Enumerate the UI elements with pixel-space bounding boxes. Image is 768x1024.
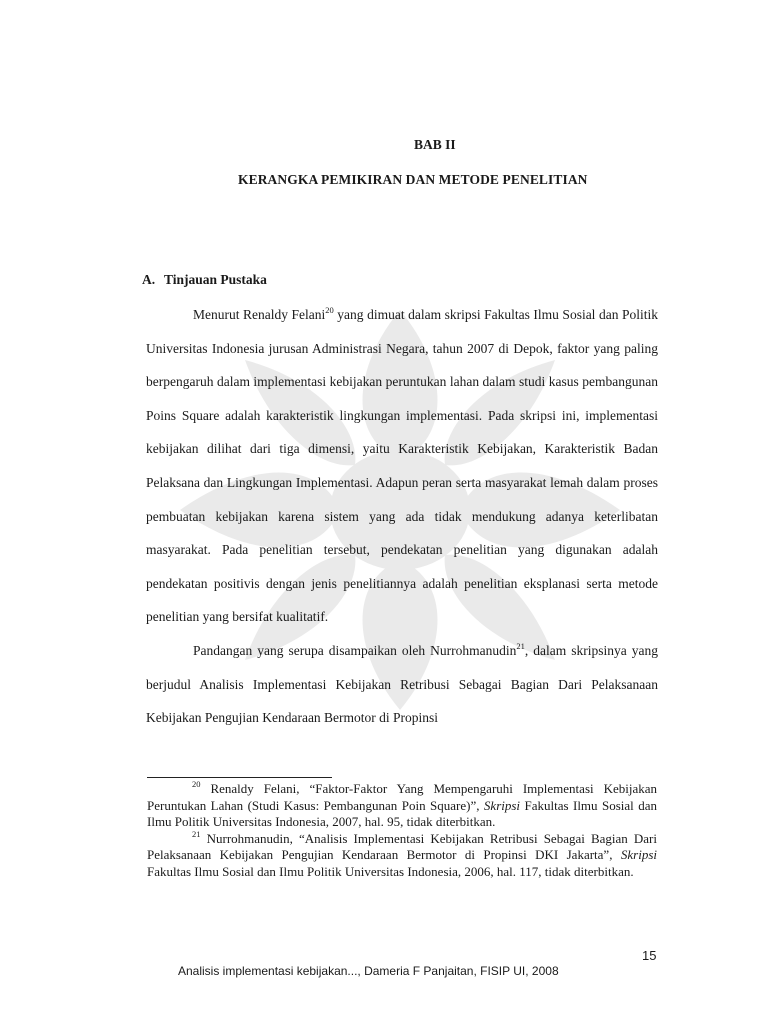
body-text	[146, 298, 658, 735]
footnote-text: Fakultas Ilmu Sosial dan Ilmu Politik Universitas Indonesia, 2006, hal. 117, tidak diterbitkan.	[147, 863, 634, 879]
footnote-italic: Skripsi	[483, 797, 521, 813]
paragraph-text: Pandangan yang serupa disampaikan oleh Nurrohmanudin	[193, 642, 517, 658]
footnote-text: Fakultas Ilmu Sosial dan Ilmu Politik Universitas Indonesia, 2007, hal. 95, tidak diterbitkan.	[147, 797, 657, 830]
footnotes	[147, 781, 657, 881]
section-title: Tinjauan Pustaka	[164, 272, 267, 287]
paragraph	[146, 298, 658, 634]
page-number: 15	[642, 948, 657, 963]
footnote	[147, 828, 657, 881]
page-footer: Analisis implementasi kebijakan..., Dameria F Panjaitan, FISIP UI, 2008	[178, 964, 559, 978]
footnote-divider	[147, 777, 332, 778]
footnote-italic: Skripsi	[620, 847, 657, 863]
section-letter: A.	[142, 272, 156, 287]
footnote-ref[interactable]: 20	[325, 305, 334, 315]
chapter-number: BAB II	[414, 137, 456, 152]
footnote	[147, 781, 657, 831]
paragraph-text: yang dimuat dalam skripsi Fakultas Ilmu Sosial dan Politik Universitas Indonesia jurusan Administrasi Negara, tahun 2007 di Depok, faktor yang paling berpengaruh dalam implementasi kebijakan peruntukan lahan dalam studi kasus pembangunan Poins Square adalah karakteristik lingkungan implementasi. Pada skripsi ini, implementasi kebijakan dilihat dari tiga dimensi, yaitu Karakteristik Kebijakan, Karakteristik Badan Pelaksana dan Lingkungan Implementasi. Adapun peran serta masyarakat lemah dalam proses pembuatan kebijakan karena sistem yang ada tidak mendukung adanya keterlibatan masyarakat. Pada penelitian tersebut, pendekatan penelitian yang digunakan adalah pendekatan positivis dengan jenis penelitiannya adalah penelitian eksplanasi serta metode penelitian yang bersifat kualitatif.	[146, 307, 658, 625]
paragraph-text: , dalam skripsinya yang berjudul Analisis Implementasi Kebijakan Retribusi Sebagai Bagian Dari Pelaksanaan Kebijakan Pengujian Kendaraan Bermotor di Propinsi	[146, 642, 658, 726]
footnote-number: 21	[192, 828, 201, 839]
footnote-text: Nurrohmanudin, “Analisis Implementasi Kebijakan Retribusi Sebagai Bagian Dari Pelaksanaan Kebijakan Pengujian Kendaraan Bermotor di Propinsi DKI Jakarta”,	[147, 830, 657, 863]
chapter-title: KERANGKA PEMIKIRAN DAN METODE PENELITIAN	[238, 172, 588, 187]
footnote-text: Renaldy Felani, “Faktor-Faktor Yang Mempengaruhi Implementasi Kebijakan Peruntukan Lahan (Studi Kasus: Pembangunan Poin Square)”,	[147, 781, 657, 813]
paragraph	[146, 634, 658, 735]
paragraph-text: Menurut Renaldy Felani	[193, 307, 326, 322]
section-heading	[142, 272, 267, 288]
footnote-number: 20	[192, 779, 201, 789]
footnote-ref[interactable]: 21	[516, 640, 525, 651]
